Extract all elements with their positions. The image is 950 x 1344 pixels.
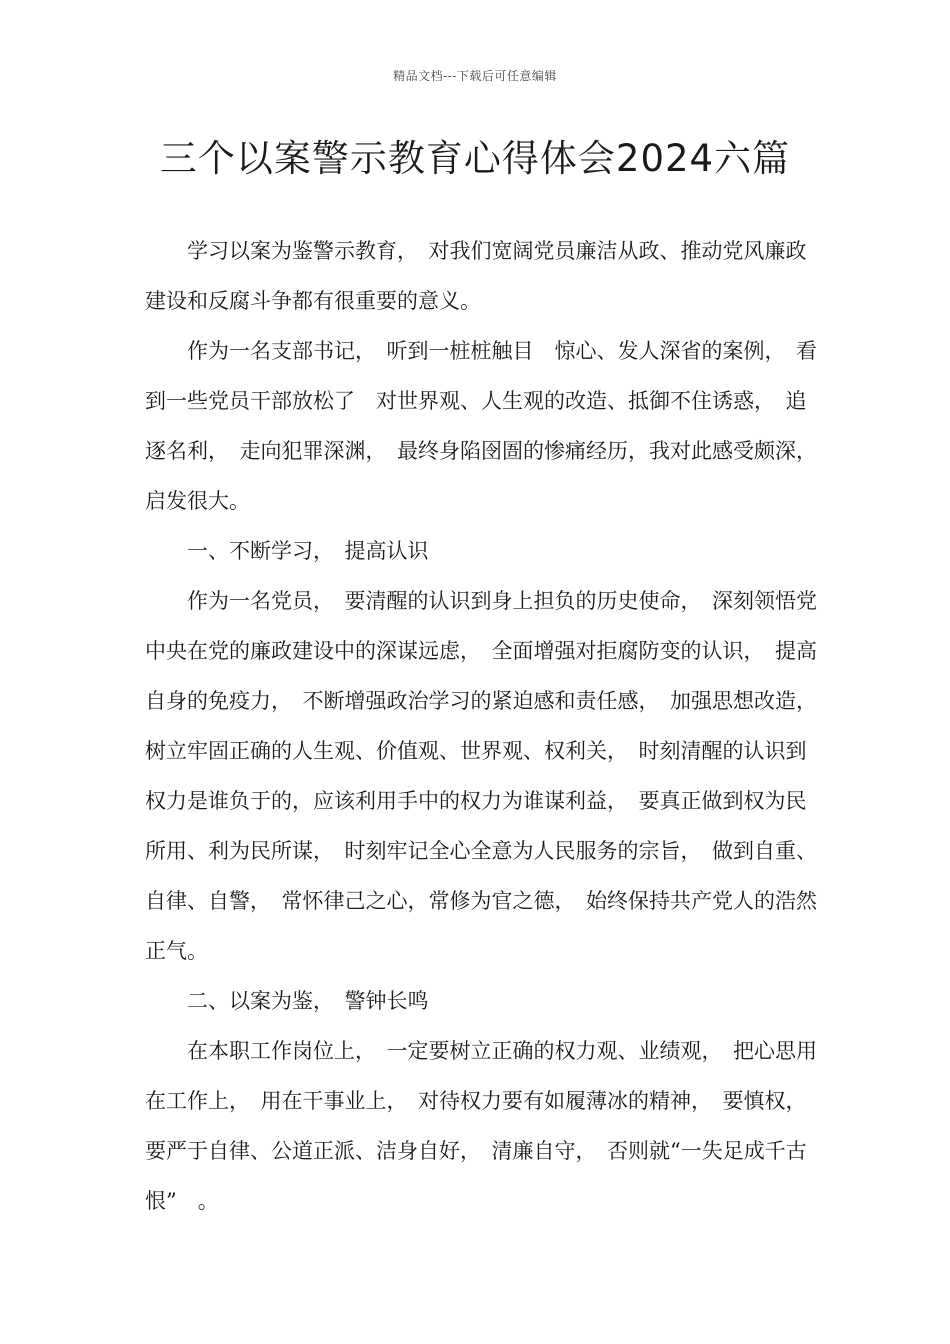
section-heading-1: 一、不断学习， 提高认识 [187, 539, 429, 563]
document-title: 三个以案警示教育心得体会2024六篇 [159, 137, 791, 180]
paragraph-section-2: 在本职工作岗位上， 一定要树立正确的权力观、业绩观， 把心思用在工作上， 用在干事业上， 对待权力要有如履薄冰的精神， 要慎权， 要严于自律、公道正派、洁身自好， 清廉自守， 否则就“一失足成千古恨” 。 [145, 1039, 817, 1213]
paragraph-intro: 学习以案为鉴警示教育， 对我们宽阔党员廉洁从政、推动党风廉政建设和反腐斗争都有很重要的意义。 [145, 239, 807, 313]
document-body [145, 226, 828, 1226]
paragraph-section-1: 作为一名党员， 要清醒的认识到身上担负的历史使命， 深刻领悟党中央在党的廉政建设中的深谋远虑， 全面增强对拒腐防变的认识， 提高自身的免疫力， 不断增强政治学习的紧迫感和责任感， 加强思想改造， 树立牢固正确的人生观、价值观、世界观、权利关， 时刻清醒的认识到权力是谁负于的，应该利用手中的权力为谁谋利益， 要真正做到权为民所用、利为民所谋， 时刻牢记全心全意为人民服务的宗旨， 做到自重、自律、自警， 常怀律己之心，常修为官之德， 始终保持共产党人的浩然正气。 [145, 589, 828, 963]
section-heading-2: 二、以案为鉴， 警钟长鸣 [187, 989, 429, 1013]
paragraph-reflection: 作为一名支部书记， 听到一桩桩触目 惊心、发人深省的案例， 看到一些党员干部放松了 对世界观、人生观的改造、抵御不住诱惑， 追逐名利， 走向犯罪深渊， 最终身陷囹圄的惨痛经历，我对此感受颇深， 启发很大。 [145, 339, 828, 513]
header-note: 精品文档---下载后可任意编辑 [393, 69, 557, 83]
